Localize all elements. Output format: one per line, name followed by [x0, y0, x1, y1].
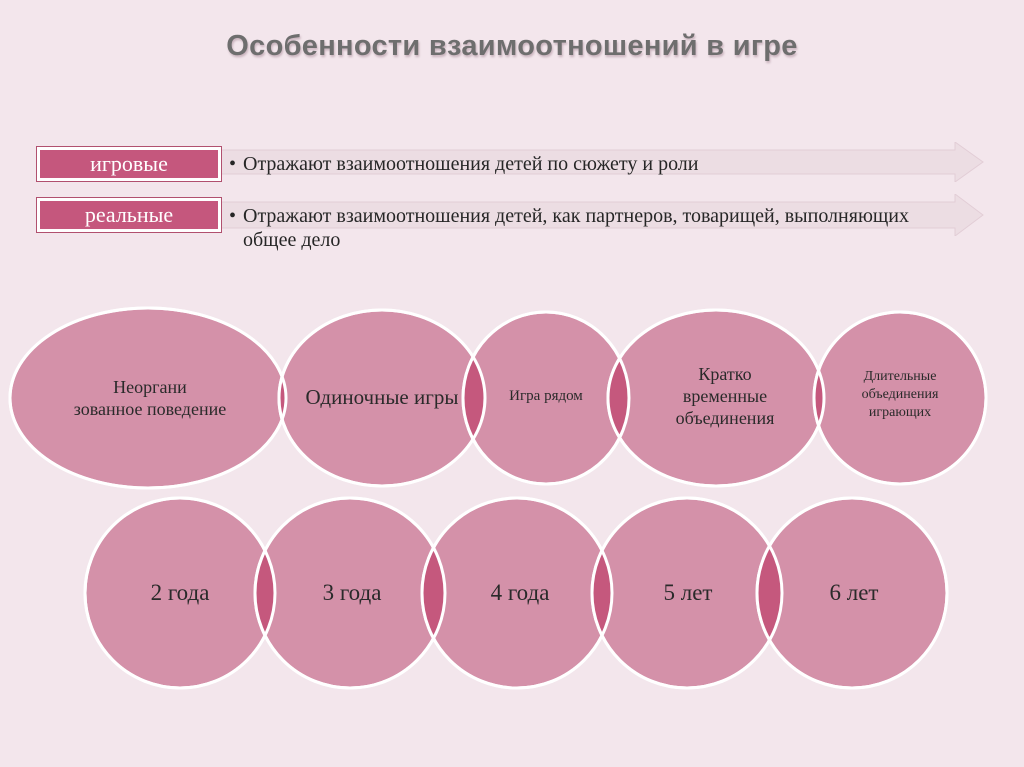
- stage-label-1: [40, 368, 260, 428]
- stage-label-5: [836, 365, 964, 425]
- relation-desc-real-text: Отражают взаимоотношения детей, как партнеров, товарищей, выполняющих общее дело: [243, 205, 909, 251]
- stage-label-4-line3: объединения: [675, 408, 775, 428]
- age-label-4: 5 лет: [663, 580, 713, 605]
- age-label-1: 2 года: [150, 580, 210, 605]
- relation-tag-game: игровые: [37, 147, 221, 181]
- bullet-dot: •: [229, 153, 237, 175]
- bullet-dot: •: [229, 205, 237, 227]
- age-label-5: 6 лет: [829, 580, 879, 605]
- relation-desc-game-text: Отражают взаимоотношения детей по сюжету и роли: [243, 153, 699, 175]
- stage-label-4-line2: временные: [682, 386, 768, 406]
- stage-label-2-line1: Одиночные игры: [305, 384, 459, 409]
- slide-title: Особенности взаимоотношений в игре: [226, 30, 798, 62]
- stage-label-3: [486, 383, 606, 409]
- stage-label-1-line1: Неоргани: [113, 377, 187, 397]
- relation-tag-real: реальные: [37, 198, 221, 232]
- age-label-2: 3 года: [322, 580, 382, 605]
- stage-label-3-line1: Игра рядом: [509, 387, 583, 404]
- stage-label-1-line2: зованное поведение: [73, 399, 227, 419]
- stage-label-4: [640, 360, 810, 432]
- stage-label-2: [282, 382, 482, 412]
- stage-label-4-line1: Кратко: [698, 364, 752, 384]
- stage-label-5-line1: Длительные: [863, 369, 937, 384]
- stage-label-5-line3: играющих: [868, 405, 932, 420]
- age-label-3: 4 года: [490, 580, 550, 605]
- stage-label-5-line2: объединения: [861, 387, 939, 402]
